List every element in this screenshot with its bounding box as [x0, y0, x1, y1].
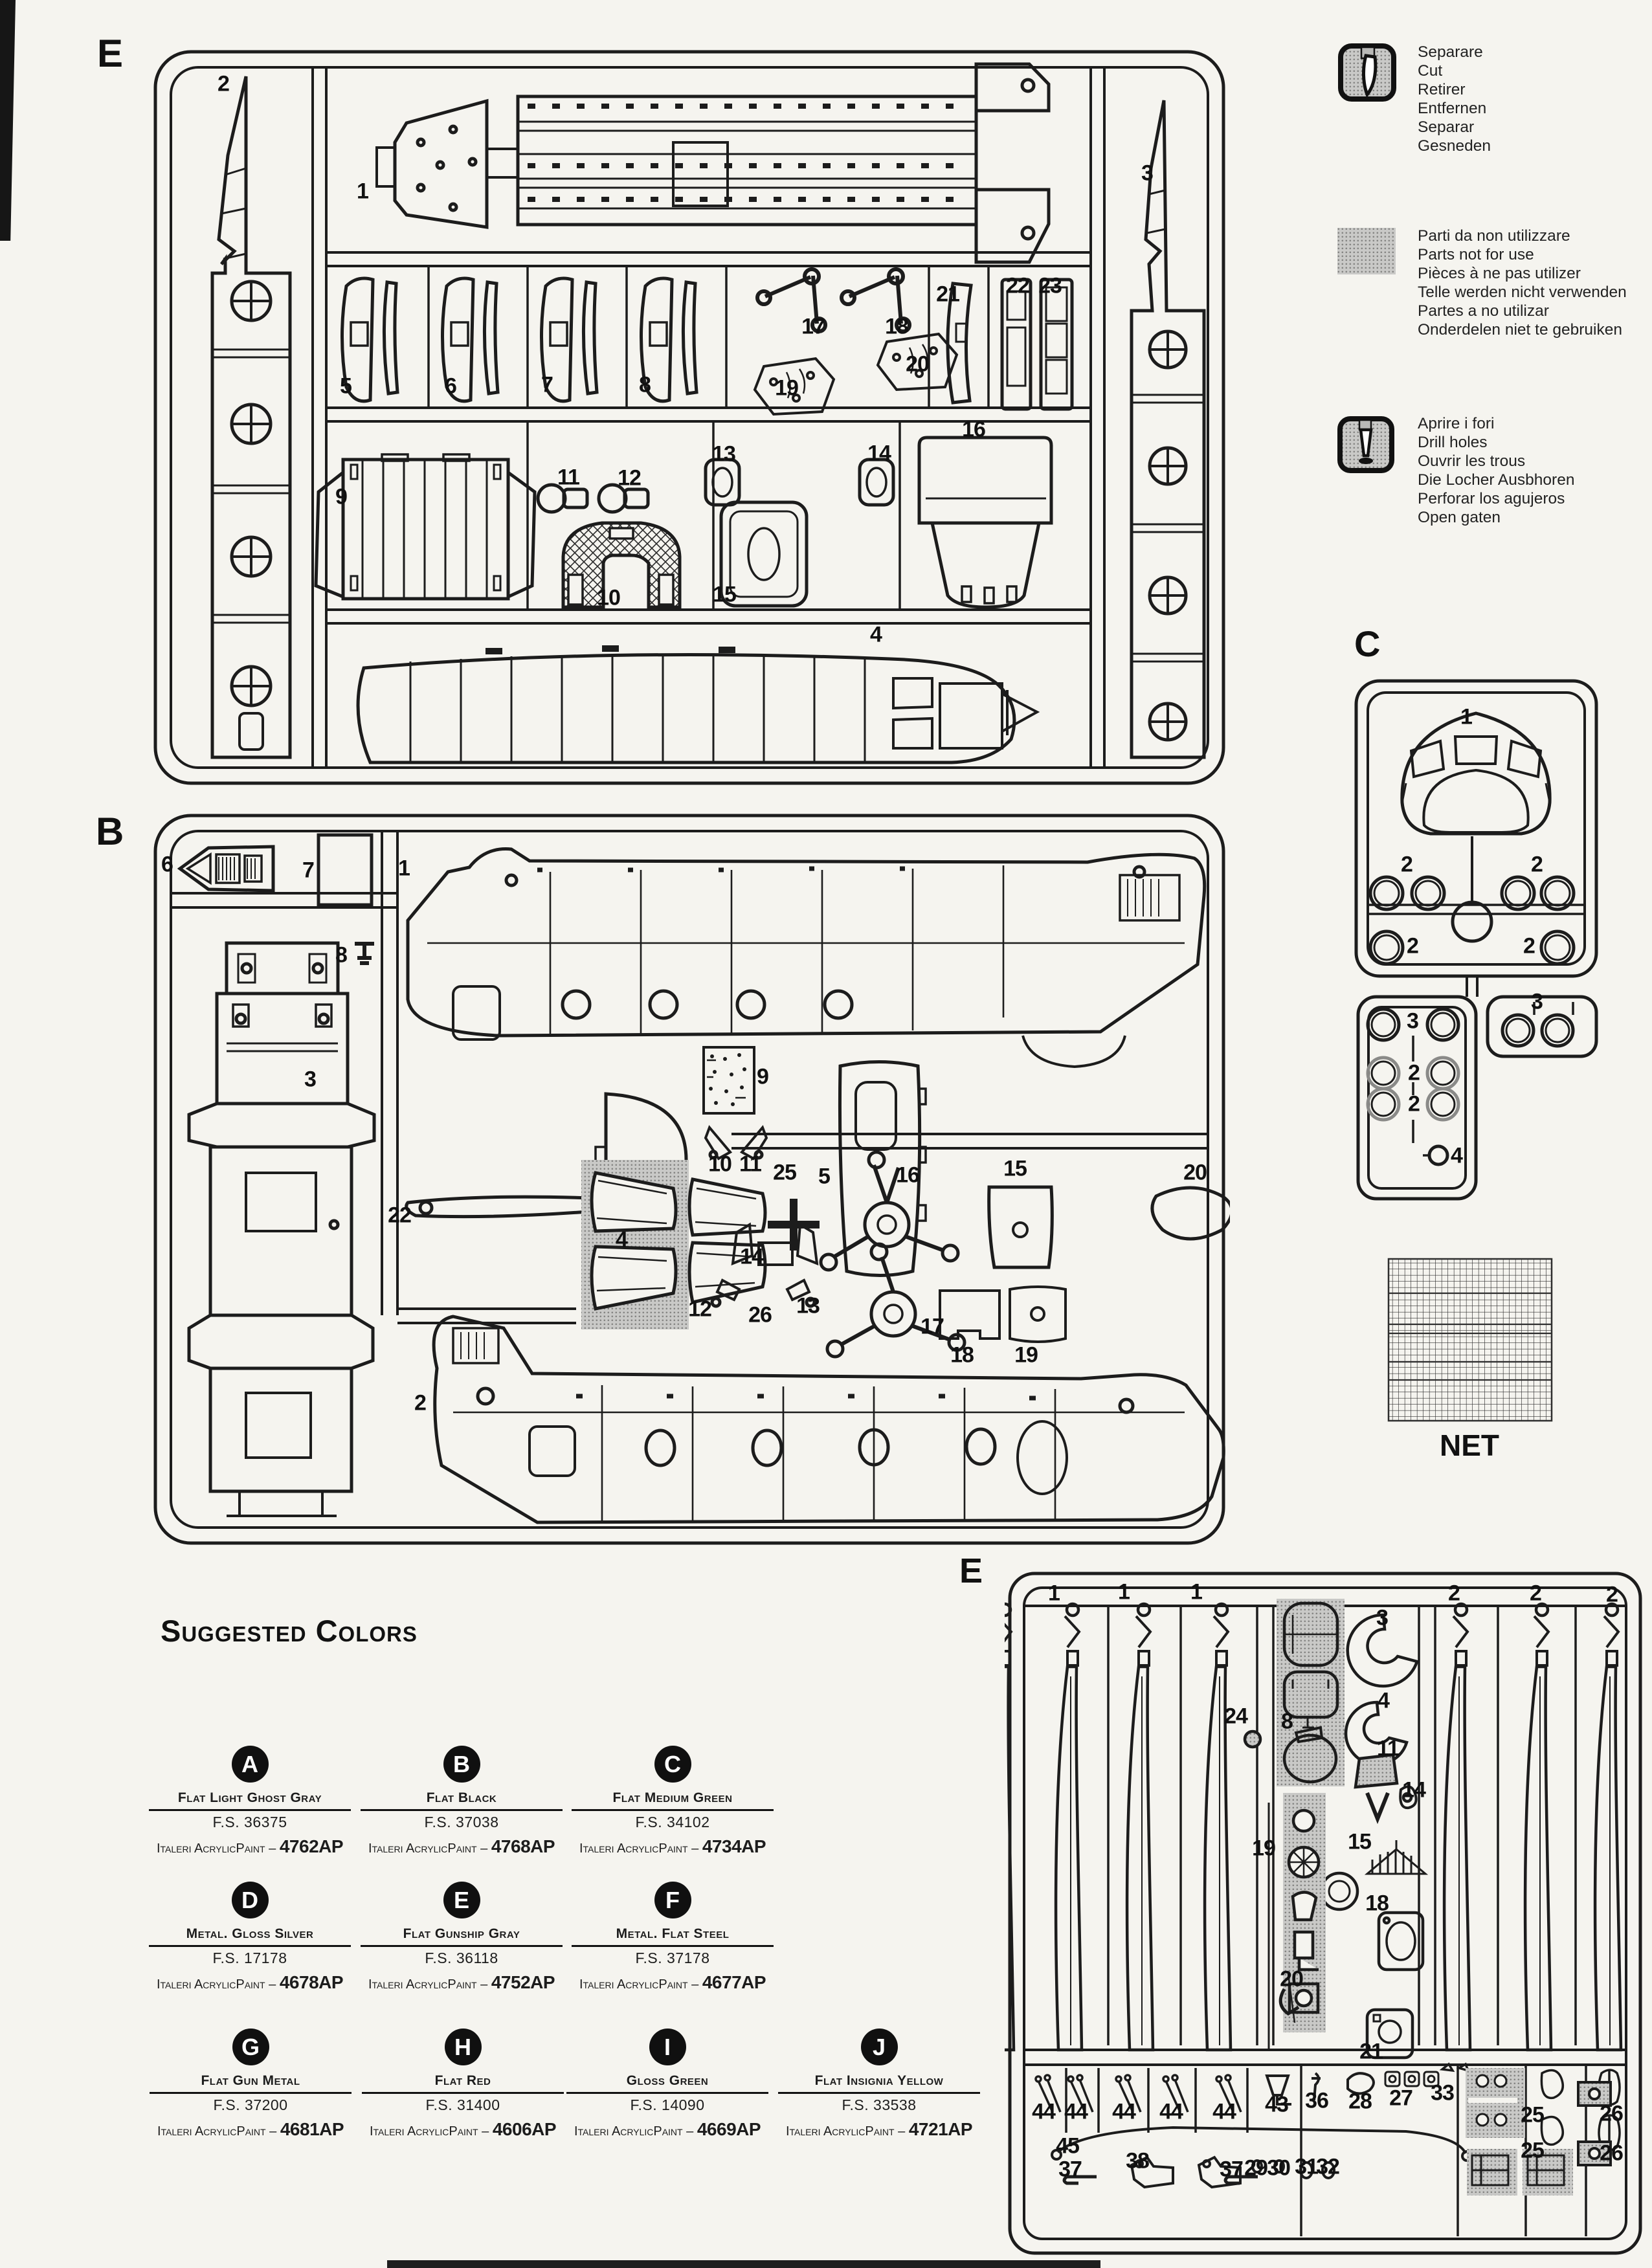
part-9-ramp — [316, 454, 535, 599]
paint-entry-c — [572, 1746, 774, 1857]
sprue-e-bottom-label: E — [959, 1551, 982, 1590]
separator: – — [898, 2124, 906, 2139]
scan-edge-artifact — [0, 0, 16, 241]
part-number-label: 2 — [1408, 1060, 1420, 1085]
part-number-label: 44 — [1112, 2099, 1135, 2124]
paint-brand-line — [368, 1972, 555, 1993]
part-number-label: 1 — [1460, 704, 1472, 729]
brand: Italeri AcrylicPaint — [785, 2124, 895, 2139]
paint-name: Metal. Gloss Silver — [186, 1926, 314, 1941]
part-number-label: 9 — [757, 1064, 768, 1089]
part-number-label: 45 — [1056, 2133, 1079, 2159]
paint-code: 4669AP — [697, 2119, 761, 2139]
paint-entry-g — [150, 2029, 352, 2140]
paint-name: Flat Gunship Gray — [403, 1926, 520, 1941]
sprue-c-label: C — [1354, 623, 1379, 664]
part-number-label: 17 — [801, 314, 825, 339]
part-number-label: 3 — [1376, 1605, 1388, 1630]
parts-center-cluster — [407, 1047, 1230, 1357]
divider — [362, 2092, 564, 2094]
part-number-label: 10 — [708, 1151, 731, 1177]
part-number-label: 22 — [388, 1203, 411, 1228]
parts-21-23-panels — [948, 280, 1072, 409]
legend-line: Separar — [1418, 118, 1475, 136]
net-grid — [1387, 1257, 1555, 1425]
legend-drill — [1337, 416, 1394, 474]
sprue-e-bottom-diagram — [1005, 1570, 1646, 2262]
separator: – — [480, 1977, 488, 1992]
parts-17-20-gear — [755, 269, 957, 414]
part-number-label: 37 — [1058, 2157, 1082, 2182]
part-1-fuselage-right-half — [408, 849, 1205, 1067]
separator: – — [269, 2124, 277, 2139]
legend-line: Telle werden nicht verwenden — [1418, 284, 1627, 301]
part-number-label: 11 — [557, 465, 579, 490]
part-number-label: 31 — [1295, 2154, 1318, 2179]
part-number-label: 20 — [1183, 1160, 1207, 1185]
part-number-label: 13 — [796, 1293, 820, 1318]
legend-line: Ouvrir les trous — [1418, 452, 1526, 470]
paint-letter-badge: G — [232, 2029, 269, 2065]
paint-entry-d — [149, 1882, 351, 1993]
divider — [361, 1809, 563, 1811]
part-number-label: 2 — [414, 1390, 426, 1416]
legend-line: Separare — [1418, 43, 1483, 61]
paint-brand-line — [574, 2119, 761, 2140]
suggested-colors-title: Suggested Colors — [161, 1614, 418, 1648]
part-number-label: 1 — [1190, 1579, 1202, 1605]
part-number-label: 43 — [1265, 2092, 1288, 2117]
part-number-label: 4 — [870, 622, 882, 647]
part-number-label: 2 — [1523, 933, 1535, 959]
paint-name: Metal. Flat Steel — [616, 1926, 730, 1941]
part-number-label: 13 — [712, 441, 735, 467]
part-number-label: 20 — [1280, 1966, 1303, 1992]
divider — [149, 1945, 351, 1947]
part-number-label: 30 — [1267, 2155, 1290, 2181]
part-number-label: 16 — [896, 1162, 919, 1188]
paint-code: 4721AP — [908, 2119, 973, 2139]
part-number-label: 2 — [1401, 852, 1412, 877]
part-number-label: 1 — [1118, 1579, 1130, 1605]
paint-brand-line — [368, 1836, 555, 1857]
net-label: NET — [1440, 1429, 1499, 1462]
paint-code: 4768AP — [491, 1836, 555, 1856]
sprue-b-diagram — [149, 810, 1230, 1548]
divider — [150, 2092, 352, 2094]
separator: – — [269, 1841, 276, 1856]
part-number-label: 44 — [1032, 2099, 1055, 2124]
part-number-label: 4 — [1378, 1688, 1389, 1713]
parts-5-8-nacelles — [342, 278, 697, 401]
part-number-label: 9 — [335, 484, 347, 509]
legend-line: Entfernen — [1418, 100, 1487, 117]
part-number-label: 16 — [962, 417, 985, 442]
paint-code: 4762AP — [279, 1836, 344, 1856]
scan-edge-artifact — [387, 2260, 1100, 2268]
part-number-label: 21 — [1359, 2039, 1383, 2064]
not-for-use-vanes — [581, 1160, 689, 1329]
part-1-cargo-floor — [377, 64, 1049, 262]
part-number-label: 24 — [1224, 1704, 1247, 1729]
part-number-label: 4 — [1451, 1143, 1462, 1168]
legend-drill-text — [1418, 414, 1574, 527]
paint-letter-badge: H — [445, 2029, 482, 2065]
center-column-parts — [1245, 1599, 1425, 2058]
part-16-seat — [919, 438, 1051, 607]
paint-letter-badge: E — [443, 1882, 480, 1918]
paint-name: Flat Medium Green — [612, 1790, 733, 1805]
part-number-label: 23 — [1038, 273, 1062, 298]
paint-letter-badge: A — [232, 1746, 269, 1783]
paint-entry-i — [566, 2029, 768, 2140]
part-15-door — [721, 502, 807, 606]
paint-brand-line — [157, 2119, 344, 2140]
legend-line: Onderdelen niet te gebruiken — [1418, 321, 1622, 339]
paint-code: 4677AP — [702, 1972, 766, 1992]
paint-fs-code: F.S. 37038 — [424, 1814, 499, 1830]
paint-entry-f — [572, 1882, 774, 1993]
part-3-rear-pylon — [1132, 100, 1204, 757]
part-number-label: 21 — [936, 282, 959, 307]
brand: Italeri AcrylicPaint — [579, 1977, 688, 1992]
brand: Italeri AcrylicPaint — [369, 2124, 478, 2139]
legend-line: Gesneden — [1418, 137, 1491, 155]
legend-line: Drill holes — [1418, 434, 1488, 451]
sprue-e-top-diagram — [149, 45, 1230, 790]
part-number-label: 19 — [775, 375, 798, 401]
part-number-label: 1 — [398, 856, 410, 881]
part-number-label: 12 — [618, 465, 641, 491]
part-number-label: 26 — [1600, 2140, 1623, 2166]
part-number-label: 3 — [1407, 1008, 1418, 1034]
paint-fs-code: F.S. 33538 — [842, 2096, 917, 2113]
part-number-label: 10 — [597, 585, 620, 610]
paint-letter-badge: I — [649, 2029, 686, 2065]
sprue-b-label: B — [96, 810, 123, 853]
paint-brand-line — [370, 2119, 556, 2140]
paint-name: Gloss Green — [626, 2073, 709, 2088]
part-number-label: 37 — [1220, 2157, 1243, 2182]
part-number-label: 27 — [1389, 2085, 1412, 2111]
part-3-tower — [189, 943, 374, 1516]
part-4-belly — [358, 649, 1037, 762]
legend-line: Perforar los agujeros — [1418, 490, 1565, 507]
part-number-label: 3 — [304, 1067, 316, 1092]
part-number-label: 7 — [541, 372, 553, 397]
paint-name: Flat Light Ghost Gray — [177, 1790, 322, 1805]
paint-fs-code: F.S. 14090 — [630, 2096, 705, 2113]
separator: – — [482, 2124, 489, 2139]
divider — [572, 1945, 774, 1947]
part-number-label: 14 — [740, 1244, 763, 1269]
part-number-label: 18 — [885, 314, 908, 339]
part-number-label: 11 — [739, 1151, 761, 1177]
parts-13-14 — [706, 460, 893, 505]
part-number-label: 5 — [818, 1164, 830, 1189]
part-number-label: 22 — [1006, 273, 1029, 298]
drill-holes-icon — [1337, 416, 1394, 474]
part-number-label: 2 — [1408, 1091, 1420, 1117]
part-number-label: 18 — [950, 1342, 974, 1368]
part-number-label: 28 — [1348, 2089, 1372, 2114]
legend-line: Pièces à ne pas utilizer — [1418, 265, 1581, 282]
separator: – — [480, 1841, 488, 1856]
paint-entry-a — [149, 1746, 351, 1857]
part-number-label: 6 — [161, 852, 173, 877]
part-number-label: 32 — [1316, 2154, 1339, 2179]
separator: – — [686, 2124, 694, 2139]
part-number-label: 5 — [340, 373, 352, 399]
paint-name: Flat Red — [434, 2073, 491, 2088]
part-number-label: 2 — [1407, 933, 1418, 959]
part-number-label: 26 — [1600, 2101, 1623, 2126]
paint-fs-code: F.S. 37200 — [213, 2096, 288, 2113]
sprue-e-top-label: E — [97, 32, 122, 75]
paint-code: 4752AP — [491, 1972, 555, 1992]
paint-entry-b — [361, 1746, 563, 1857]
part-number-label: 44 — [1064, 2099, 1088, 2124]
paint-brand-line — [157, 1972, 343, 1993]
paint-brand-line — [579, 1836, 766, 1857]
paint-entry-h — [362, 2029, 564, 2140]
divider — [566, 2092, 768, 2094]
part-number-label: 38 — [1126, 2148, 1149, 2174]
legend-not-for-use — [1337, 228, 1396, 274]
part-number-label: 6 — [445, 373, 456, 399]
legend-line: Die Locher Ausbhoren — [1418, 471, 1575, 489]
part-number-label: 2 — [1606, 1582, 1618, 1607]
part-number-label: 19 — [1014, 1342, 1038, 1368]
brand: Italeri AcrylicPaint — [157, 2124, 266, 2139]
part-10-hatched-arch — [563, 523, 680, 607]
part-number-label: 15 — [1003, 1156, 1027, 1181]
legend-line: Retirer — [1418, 81, 1466, 98]
part-number-label: 4 — [616, 1227, 627, 1252]
part-6-cockpit-tub — [180, 847, 273, 891]
part-number-label: 7 — [302, 858, 314, 883]
separator: – — [691, 1841, 699, 1856]
paint-fs-code: F.S. 17178 — [212, 1950, 287, 1966]
part-number-label: 8 — [335, 942, 347, 968]
paint-entry-j — [778, 2029, 980, 2140]
paint-code: 4681AP — [280, 2119, 344, 2139]
paint-name: Flat Black — [426, 1790, 497, 1805]
part-number-label: 15 — [1348, 1829, 1371, 1854]
paint-fs-code: F.S. 37178 — [635, 1950, 710, 1966]
part-number-label: 25 — [1521, 2102, 1544, 2128]
paint-name: Flat Insignia Yellow — [814, 2073, 944, 2088]
legend-not-for-use-text — [1418, 227, 1627, 339]
part-number-label: 33 — [1431, 2080, 1454, 2106]
part-2-front-pylon — [212, 76, 290, 757]
paint-brand-line — [579, 1972, 766, 1993]
part-number-label: 14 — [1402, 1777, 1425, 1803]
legend-line: Aprire i fori — [1418, 415, 1495, 432]
legend-cut — [1337, 43, 1397, 102]
part-number-label: 8 — [1281, 1709, 1293, 1734]
paint-name: Flat Gun Metal — [201, 2073, 300, 2088]
paint-brand-line — [157, 1836, 343, 1857]
paint-letter-badge: F — [654, 1882, 691, 1918]
legend-cut-text — [1418, 43, 1491, 155]
brand: Italeri AcrylicPaint — [368, 1841, 477, 1856]
part-number-label: 2 — [1531, 852, 1543, 877]
paint-fs-code: F.S. 36118 — [425, 1950, 498, 1966]
separator: – — [269, 1977, 276, 1992]
cut-knife-icon — [1337, 43, 1397, 102]
legend-line: Parti da non utilizzare — [1418, 227, 1570, 245]
part-number-label: 8 — [639, 372, 651, 397]
part-number-label: 20 — [906, 351, 929, 377]
paint-fs-code: F.S. 36375 — [212, 1814, 287, 1830]
paint-entry-e — [361, 1882, 563, 1993]
legend-line: Open gaten — [1418, 509, 1501, 526]
part-number-label: 19 — [1252, 1836, 1275, 1861]
sprue-c-diagram — [1346, 673, 1618, 1210]
paint-fs-code: F.S. 31400 — [425, 2096, 500, 2113]
legend-line: Partes a no utilizar — [1418, 302, 1549, 320]
paint-letter-badge: D — [232, 1882, 269, 1918]
part-number-label: 25 — [773, 1160, 796, 1185]
part-number-label: 2 — [1448, 1581, 1460, 1606]
separator: – — [691, 1977, 699, 1992]
part-number-label: 44 — [1159, 2099, 1183, 2124]
brand: Italeri AcrylicPaint — [368, 1977, 477, 1992]
part-number-label: 2 — [1530, 1581, 1541, 1606]
part-number-label: 26 — [748, 1302, 772, 1328]
part-number-label: 44 — [1212, 2099, 1236, 2124]
part-number-label: 36 — [1305, 2088, 1328, 2113]
part-number-label: 29 — [1244, 2155, 1267, 2181]
part-number-label: 11 — [1377, 1736, 1399, 1761]
paint-fs-code: F.S. 34102 — [635, 1814, 710, 1830]
part-number-label: 15 — [713, 582, 736, 607]
paint-letter-badge: J — [861, 2029, 898, 2065]
paint-code: 4678AP — [279, 1972, 344, 1992]
part-number-label: 12 — [688, 1296, 711, 1322]
part-number-label: 2 — [218, 71, 229, 96]
paint-code: 4734AP — [702, 1836, 766, 1856]
paint-letter-badge: C — [654, 1746, 691, 1783]
brand: Italeri AcrylicPaint — [574, 2124, 683, 2139]
brand: Italeri AcrylicPaint — [579, 1841, 688, 1856]
parts-11-12 — [538, 485, 648, 512]
bottom-strip-parts — [1036, 2064, 1620, 2236]
part-number-label: 25 — [1521, 2138, 1544, 2163]
not-for-use-swatch — [1337, 228, 1396, 274]
divider — [572, 1809, 774, 1811]
divider — [361, 1945, 563, 1947]
divider — [149, 1809, 351, 1811]
paint-letter-badge: B — [443, 1746, 480, 1783]
paint-code: 4606AP — [492, 2119, 557, 2139]
part-number-label: 18 — [1365, 1891, 1389, 1916]
brand: Italeri AcrylicPaint — [156, 1841, 265, 1856]
paint-brand-line — [786, 2119, 972, 2140]
divider — [778, 2092, 980, 2094]
part-number-label: 14 — [867, 441, 891, 466]
brand: Italeri AcrylicPaint — [156, 1977, 265, 1992]
part-1-canopy — [1402, 713, 1550, 834]
legend-line: Cut — [1418, 62, 1443, 80]
part-number-label: 1 — [357, 179, 368, 204]
part-number-label: 3 — [1141, 161, 1153, 186]
legend-line: Parts not for use — [1418, 246, 1534, 263]
part-number-label: 17 — [921, 1314, 944, 1339]
part-number-label: 3 — [1531, 989, 1543, 1014]
part-number-label: 1 — [1048, 1581, 1060, 1606]
